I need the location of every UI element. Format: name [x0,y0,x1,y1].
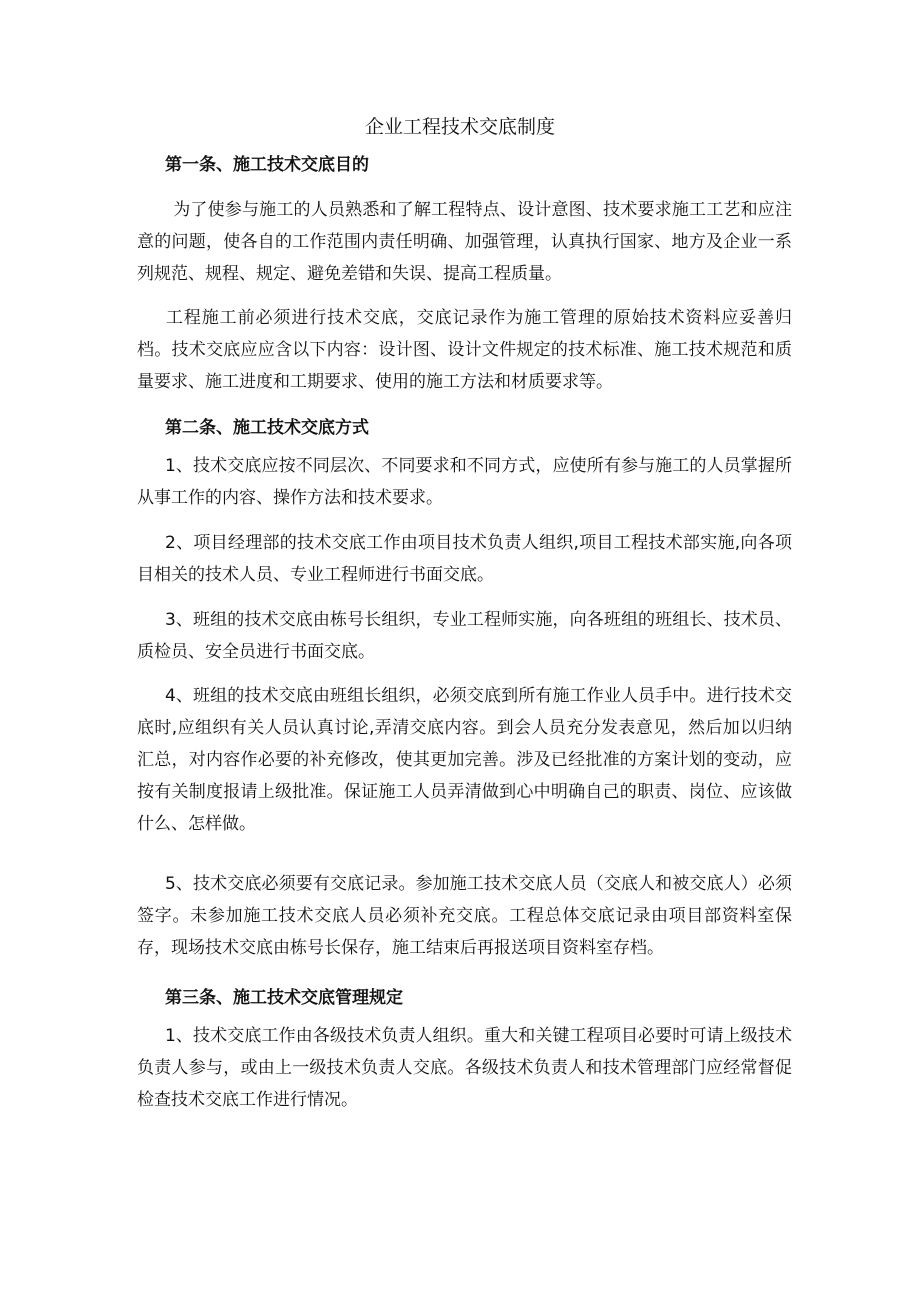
paragraph-text: 1、技术交底工作由各级技术负责人组织。重大和关键工程项目必要时可请上级技术负责人参与，或由上一级技术负责人交底。各级技术负责人和技术管理部门应经常督促检查技术交底工作进行情况。 [137,1026,792,1110]
section-heading-3: 第三条、施工技术交底管理规定 [165,988,403,1008]
paragraph-text: 5、技术交底必须要有交底记录。参加施工技术交底人员（交底人和被交底人）必须签字。未参加施工技术交底人员必须补充交底。工程总体交底记录由项目部资料室保存，现场技术交底由栋号长保存，施工结束后再报送项目资料室存档。 [137,874,792,958]
paragraph [137,194,792,290]
paragraph [137,680,792,840]
paragraph-text: 3、班组的技术交底由栋号长组织，专业工程师实施，向各班组的班组长、技术员、质检员、安全员进行书面交底。 [137,610,792,662]
paragraph-text: 工程施工前必须进行技术交底，交底记录作为施工管理的原始技术资料应妥善归档。技术交底应应含以下内容：设计图、设计文件规定的技术标准、施工技术规范和质量要求、施工进度和工期要求、使用的施工方法和材质要求等。 [137,308,792,392]
paragraph [137,1020,792,1116]
paragraph-text: 4、班组的技术交底由班组长组织，必须交底到所有施工作业人员手中。进行技术交底时,应组织有关人员认真讨论,弄清交底内容。到会人员充分发表意见，然后加以归纳汇总，对内容作必要的补充修改，使其更加完善。涉及已经批准的方案计划的变动，应按有关制度报请上级批准。保证施工人员弄清做到心中明确自己的职责、岗位、应该做什么、怎样做。 [137,686,792,834]
section-heading-2: 第二条、施工技术交底方式 [165,418,369,438]
paragraph [137,302,792,398]
paragraph-text: 2、项目经理部的技术交底工作由项目技术负责人组织,项目工程技术部实施,向各项目相关的技术人员、专业工程师进行书面交底。 [137,533,792,585]
paragraph-text: 1、技术交底应按不同层次、不同要求和不同方式，应使所有参与施工的人员掌握所从事工作的内容、操作方法和技术要求。 [137,456,792,508]
paragraph [137,604,792,668]
paragraph-text: 为了使参与施工的人员熟悉和了解工程特点、设计意图、技术要求施工工艺和应注意的问题，使各自的工作范围内责任明确、加强管理，认真执行国家、地方及企业一系列规范、规程、规定、避免差错和失误、提高工程质量。 [137,200,792,284]
section-heading-1: 第一条、施工技术交底目的 [165,155,369,175]
document-title: 企业工程技术交底制度 [364,116,555,138]
paragraph [137,868,792,964]
paragraph [137,450,792,514]
paragraph [137,527,792,591]
